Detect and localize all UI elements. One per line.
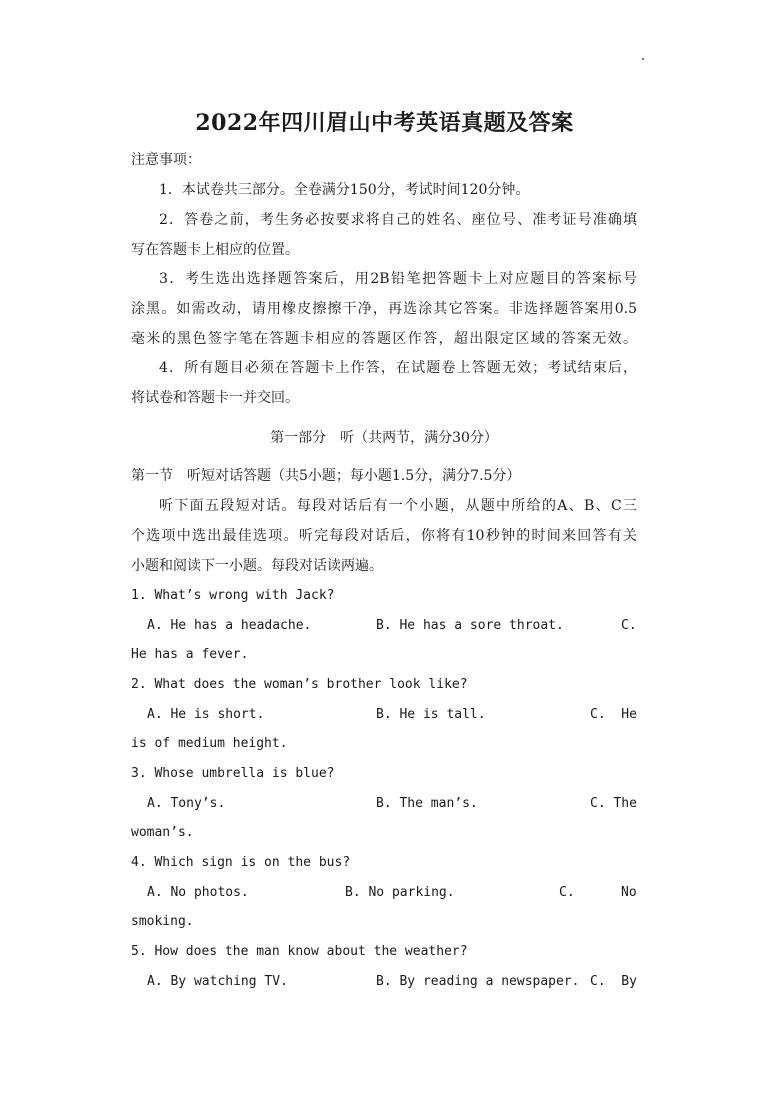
notice-heading: 注意事项： xyxy=(131,152,201,168)
instruction-2: 个选项中选出最佳选项。听完每段对话后，你将有10秒钟的时间来回答有关 xyxy=(131,528,637,544)
q2-option-c: C. He xyxy=(590,707,637,722)
q1-option-c: C. xyxy=(621,618,637,633)
part-heading: 第一部分 听（共两节，满分30分） xyxy=(270,430,498,446)
q3-option-a: A. Tony’s. xyxy=(147,796,226,811)
document-title: 2022年四川眉山中考英语真题及答案 xyxy=(195,110,574,136)
q1-option-b: B. He has a sore throat. xyxy=(376,618,564,633)
notice-3-cont-2: 毫米的黑色签字笔在答题卡相应的答题区作答，超出限定区域的答案无效。 xyxy=(131,331,637,347)
notice-4: 4．所有题目必须在答题卡上作答，在试题卷上答题无效；考试结束后， xyxy=(159,360,637,376)
question-3: 3. Whose umbrella is blue? xyxy=(131,766,335,781)
question-2: 2. What does the woman’s brother look like? xyxy=(131,677,468,692)
q2-option-a: A. He is short. xyxy=(147,707,265,722)
question-4: 4. Which sign is on the bus? xyxy=(131,855,351,870)
q4-option-c-cont: smoking. xyxy=(131,914,194,929)
notice-1: 1．本试卷共三部分。全卷满分150分，考试时间120分钟。 xyxy=(159,182,530,198)
q4-option-c-end: No xyxy=(621,885,637,900)
q5-option-a: A. By watching TV. xyxy=(147,974,288,989)
notice-2: 2．答卷之前，考生务必按要求将自己的姓名、座位号、准考证号准确填 xyxy=(159,212,637,228)
notice-3: 3．考生选出选择题答案后，用2B铅笔把答题卡上对应题目的答案标号 xyxy=(159,271,637,287)
q1-option-c-cont: He has a fever. xyxy=(131,647,249,662)
section-heading: 第一节 听短对话答题（共5小题；每小题1.5分，满分7.5分） xyxy=(131,468,521,484)
q3-option-c: C. The xyxy=(590,796,637,811)
q4-option-a: A. No photos. xyxy=(147,885,249,900)
notice-2-cont: 写在答题卡上相应的位置。 xyxy=(131,242,299,258)
q5-option-b: B. By reading a newspaper. xyxy=(376,974,580,989)
instruction-1: 听下面五段短对话。每段对话后有一个小题，从题中所给的A、B、C三 xyxy=(159,498,637,514)
q2-option-b: B. He is tall. xyxy=(376,707,486,722)
instruction-3: 小题和阅读下一小题。每段对话读两遍。 xyxy=(131,558,383,574)
q1-option-a: A. He has a headache. xyxy=(147,618,312,633)
notice-3-cont-1: 涂黑。如需改动，请用橡皮擦擦干净，再选涂其它答案。非选择题答案用0.5 xyxy=(131,301,637,317)
q4-option-c: C. xyxy=(559,885,575,900)
question-1: 1. What’s wrong with Jack? xyxy=(131,588,335,603)
q3-option-b: B. The man’s. xyxy=(376,796,478,811)
q2-option-c-cont: is of medium height. xyxy=(131,736,288,751)
question-5: 5. How does the man know about the weather? xyxy=(131,944,468,959)
q5-option-c: C. By xyxy=(590,974,637,989)
page-mark xyxy=(642,58,644,60)
notice-4-cont: 将试卷和答题卡一并交回。 xyxy=(131,390,299,406)
q3-option-c-cont: woman’s. xyxy=(131,825,194,840)
q4-option-b: B. No parking. xyxy=(345,885,455,900)
